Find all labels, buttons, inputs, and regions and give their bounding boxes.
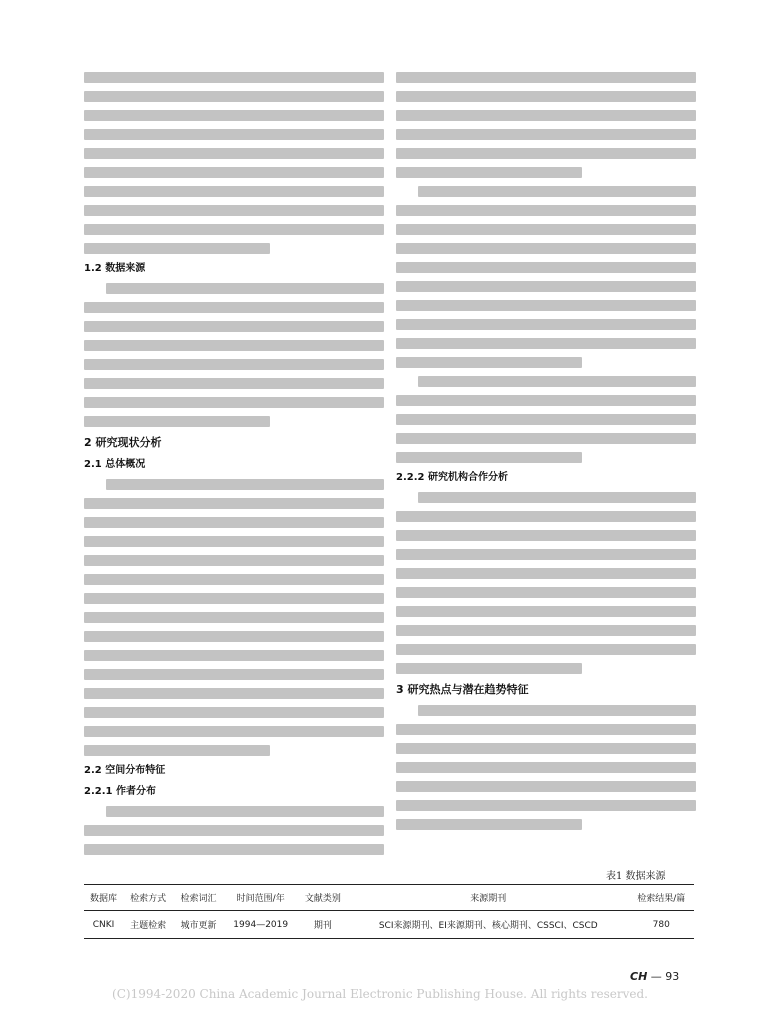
table-row bbox=[84, 911, 694, 939]
intro-paragraph bbox=[84, 72, 384, 254]
author-paragraph bbox=[84, 806, 384, 855]
table-caption: 表1 数据来源 bbox=[606, 871, 666, 882]
cell-time-range: 1994—2019 bbox=[224, 911, 298, 939]
header-time-range: 时间范围/年 bbox=[224, 885, 298, 911]
header-doc-type: 文献类别 bbox=[298, 885, 348, 911]
cell-database: CNKI bbox=[84, 911, 123, 939]
journal-logo: CH bbox=[630, 970, 648, 983]
hotspot-paragraph bbox=[396, 705, 696, 830]
cell-search-method: 主题检索 bbox=[123, 911, 173, 939]
subsection-heading-2-2-1: 2.2.1 作者分布 bbox=[84, 786, 156, 797]
header-result-count: 检索结果/篇 bbox=[628, 885, 694, 911]
cell-result-count: 780 bbox=[628, 911, 694, 939]
header-search-term: 检索词汇 bbox=[173, 885, 223, 911]
data-source-table bbox=[84, 884, 694, 939]
continued-paragraph bbox=[396, 72, 696, 178]
right-column bbox=[396, 72, 696, 838]
subsection-heading-2-1: 2.1 总体概况 bbox=[84, 459, 146, 470]
section-heading-3: 3 研究热点与潜在趋势特征 bbox=[396, 683, 529, 696]
left-column bbox=[84, 72, 384, 863]
table-header-row bbox=[84, 885, 694, 911]
section-heading-2: 2 研究现状分析 bbox=[84, 436, 162, 449]
cell-source-journals: SCI来源期刊、EI来源期刊、核心期刊、CSSCI、CSCD bbox=[348, 911, 628, 939]
core-authors-paragraph bbox=[396, 186, 696, 368]
subsection-heading-2-2: 2.2 空间分布特征 bbox=[84, 765, 166, 776]
institution-paragraph bbox=[396, 492, 696, 674]
vosviewer-paragraph bbox=[396, 376, 696, 463]
page-number: 93 bbox=[665, 970, 680, 983]
footer-separator: — bbox=[650, 970, 662, 983]
header-source-journals: 来源期刊 bbox=[348, 885, 628, 911]
subsection-heading-1-2: 1.2 数据来源 bbox=[84, 263, 146, 274]
cell-search-term: 城市更新 bbox=[173, 911, 223, 939]
copyright-notice: (C)1994-2020 China Academic Journal Electronic Publishing House. All rights reserved. bbox=[112, 987, 648, 1001]
page-footer bbox=[630, 970, 679, 983]
cell-doc-type: 期刊 bbox=[298, 911, 348, 939]
subsection-heading-2-2-2: 2.2.2 研究机构合作分析 bbox=[396, 472, 508, 483]
header-search-method: 检索方式 bbox=[123, 885, 173, 911]
data-source-paragraph bbox=[84, 283, 384, 427]
overview-paragraph bbox=[84, 479, 384, 756]
header-database: 数据库 bbox=[84, 885, 123, 911]
